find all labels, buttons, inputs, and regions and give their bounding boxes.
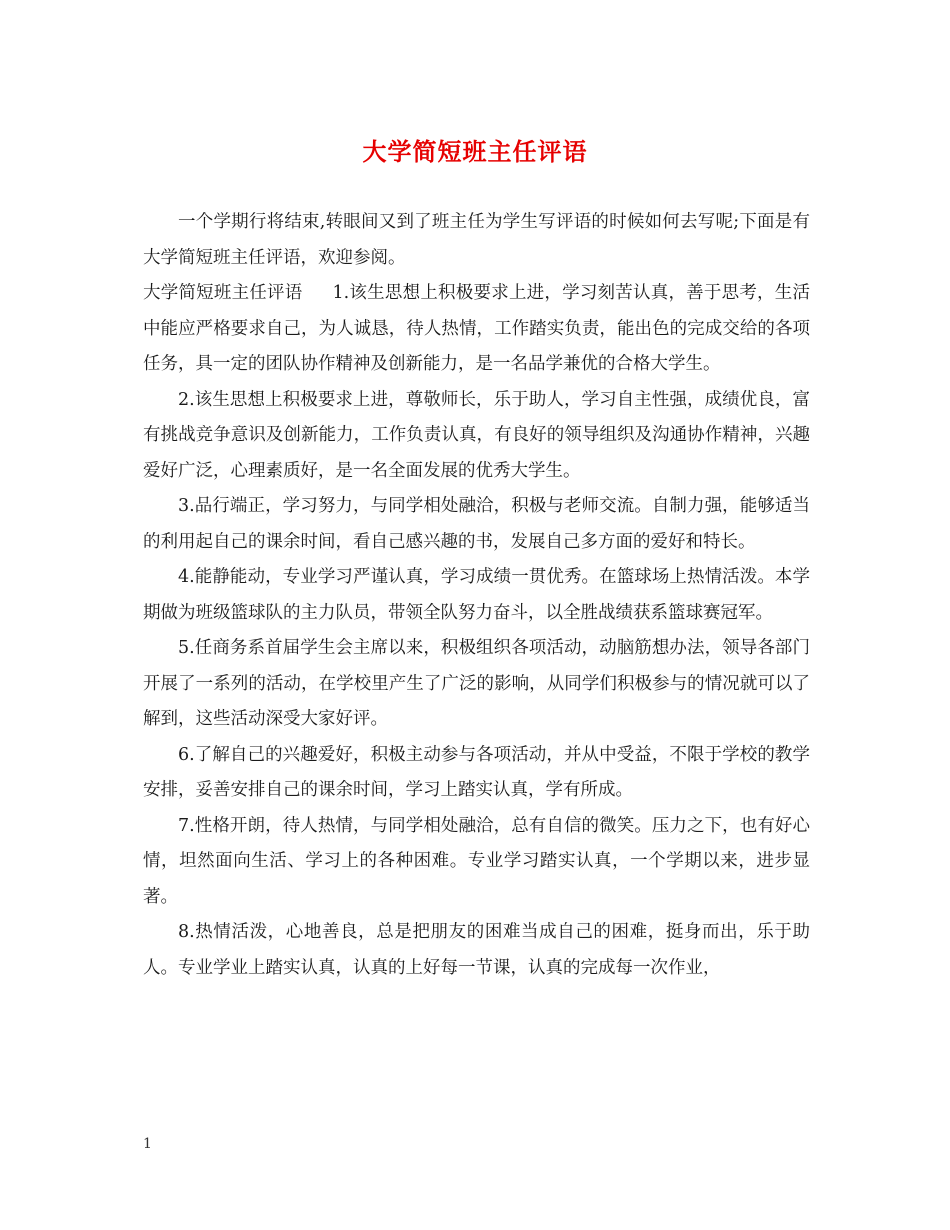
comment-6: 6.了解自己的兴趣爱好，积极主动参与各项活动，并从中受益，不限于学校的教学安排，妥善安排自己的课余时间，学习上踏实认真，学有所成。 (143, 744, 810, 800)
first-comment-paragraph (143, 276, 810, 383)
comment-2: 2.该生思想上积极要求上进，尊敬师长，乐于助人，学习自主性强，成绩优良，富有挑战竞争意识及创新能力，工作负责认真，有良好的领导组织及沟通协作精神，兴趣爱好广泛，心理素质好，是一名全面发展的优秀大学生。 (143, 389, 810, 481)
document-body (143, 205, 810, 986)
comment-1: 1.该生思想上积极要求上进，学习刻苦认真，善于思考，生活中能应严格要求自己，为人诚恳，待人热情，工作踏实负责，能出色的完成交给的各项任务，具一定的团队协作精神及创新能力，是一名品学兼优的合格大学生。 (143, 283, 811, 374)
document-title: 大学简短班主任评语 (362, 137, 588, 166)
comment-7: 7.性格开朗，待人热情，与同学相处融洽，总有自信的微笑。压力之下，也有好心情，坦然面向生活、学习上的各种困难。专业学习踏实认真，一个学期以来，进步显著。 (143, 815, 810, 907)
comment-3: 3.品行端正，学习努力，与同学相处融洽，积极与老师交流。自制力强，能够适当的利用起自己的课余时间，看自己感兴趣的书，发展自己多方面的爱好和特长。 (143, 496, 810, 552)
comment-5: 5.任商务系首届学生会主席以来，积极组织各项活动，动脑筋想办法，领导各部门开展了一系列的活动，在学校里产生了广泛的影响，从同学们积极参与的情况就可以了解到，这些活动深受大家好评。 (143, 638, 810, 729)
section-label: 大学简短班主任评语 (143, 283, 303, 303)
page-number: 1 (143, 1136, 152, 1152)
comment-4: 4.能静能动，专业学习严谨认真，学习成绩一贯优秀。在篮球场上热情活泼。本学期做为班级篮球队的主力队员，带领全队努力奋斗，以全胜战绩获系篮球赛冠军。 (143, 567, 810, 623)
intro-paragraph: 一个学期行将结束,转眼间又到了班主任为学生写评语的时候如何去写呢;下面是有大学简短班主任评语，欢迎参阅。 (143, 212, 810, 268)
comment-8: 8.热情活泼，心地善良，总是把朋友的困难当成自己的困难，挺身而出，乐于助人。专业学业上踏实认真，认真的上好每一节课，认真的完成每一次作业， (143, 922, 810, 978)
